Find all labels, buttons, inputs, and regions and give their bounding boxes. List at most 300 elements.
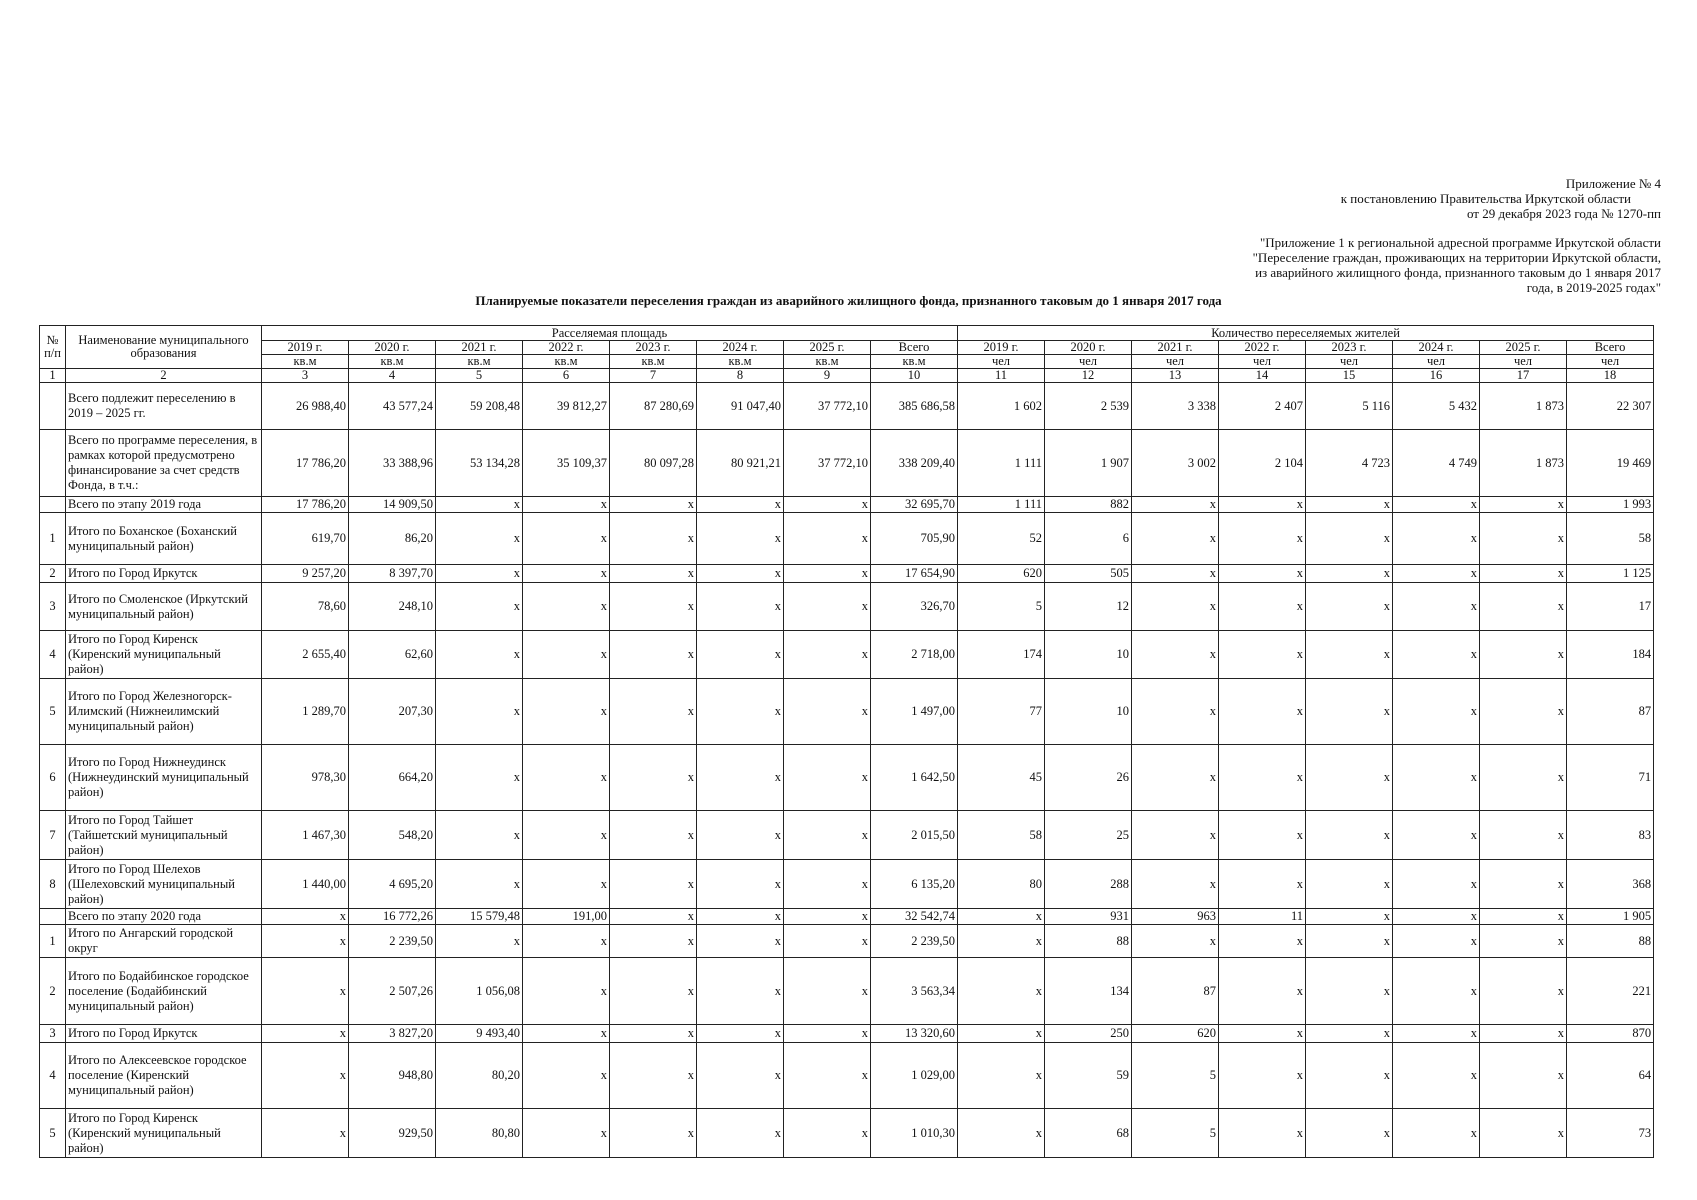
row-number-cell: 4	[40, 631, 66, 679]
header-people-year: 2024 г.	[1393, 341, 1480, 355]
value-cell: х	[523, 679, 610, 745]
row-number-cell: 6	[40, 745, 66, 811]
municipality-name-cell: Всего по этапу 2019 года	[66, 497, 262, 513]
value-cell: х	[1480, 811, 1567, 860]
header-area-year: 2023 г.	[610, 341, 697, 355]
document-title: Планируемые показатели переселения граждан из аварийного жилищного фонда, признанного таковым до 1 января 2017 года	[475, 293, 1222, 308]
value-cell: х	[523, 860, 610, 909]
value-cell: х	[697, 1043, 784, 1109]
value-cell: х	[1393, 1043, 1480, 1109]
header-row-years	[40, 341, 1654, 355]
header-people-unit: чел	[1480, 355, 1567, 369]
value-cell: х	[1132, 745, 1219, 811]
value-cell: 5	[1132, 1109, 1219, 1158]
value-cell: 88	[1567, 925, 1654, 958]
value-cell: 3 338	[1132, 383, 1219, 430]
table-row	[40, 860, 1654, 909]
table-row	[40, 1025, 1654, 1043]
value-cell: 191,00	[523, 909, 610, 925]
value-cell: х	[958, 1025, 1045, 1043]
value-cell: 25	[1045, 811, 1132, 860]
value-cell: х	[784, 860, 871, 909]
value-cell: 71	[1567, 745, 1654, 811]
value-cell: х	[784, 958, 871, 1025]
value-cell: х	[1132, 497, 1219, 513]
value-cell: х	[436, 631, 523, 679]
value-cell: х	[1219, 631, 1306, 679]
header-area-unit: кв.м	[523, 355, 610, 369]
table-row	[40, 631, 1654, 679]
value-cell: 5 432	[1393, 383, 1480, 430]
header-area-unit: кв.м	[784, 355, 871, 369]
table-row	[40, 811, 1654, 860]
value-cell: х	[1132, 811, 1219, 860]
value-cell: х	[1393, 745, 1480, 811]
appendix-line: Приложение № 4	[1565, 176, 1661, 191]
header-col-number: 7	[610, 369, 697, 383]
value-cell: 4 723	[1306, 430, 1393, 497]
value-cell: х	[1393, 958, 1480, 1025]
municipality-name-cell: Итого по Город Иркутск	[66, 1025, 262, 1043]
value-cell: х	[262, 909, 349, 925]
municipality-name-cell: Итого по Город Железногорск-Илимский (Нижнеилимский муниципальный район)	[66, 679, 262, 745]
header-col-number: 17	[1480, 369, 1567, 383]
value-cell: х	[436, 811, 523, 860]
value-cell: 80,20	[436, 1043, 523, 1109]
value-cell: х	[1219, 860, 1306, 909]
value-cell: х	[610, 679, 697, 745]
header-area-unit: кв.м	[262, 355, 349, 369]
value-cell: х	[697, 860, 784, 909]
header-people-year: 2019 г.	[958, 341, 1045, 355]
municipality-name-cell: Итого по Город Тайшет (Тайшетский муниципальный район)	[66, 811, 262, 860]
value-cell: 1 289,70	[262, 679, 349, 745]
header-col-number: 6	[523, 369, 610, 383]
municipality-name-cell: Всего по этапу 2020 года	[66, 909, 262, 925]
value-cell: 32 695,70	[871, 497, 958, 513]
value-cell: 931	[1045, 909, 1132, 925]
row-number-cell: 4	[40, 1043, 66, 1109]
value-cell: х	[1393, 1025, 1480, 1043]
value-cell: х	[1219, 925, 1306, 958]
value-cell: х	[523, 497, 610, 513]
value-cell: 87	[1132, 958, 1219, 1025]
value-cell: 338 209,40	[871, 430, 958, 497]
value-cell: х	[1132, 860, 1219, 909]
value-cell: х	[784, 1109, 871, 1158]
value-cell: 2 539	[1045, 383, 1132, 430]
value-cell: 37 772,10	[784, 430, 871, 497]
value-cell: х	[784, 497, 871, 513]
value-cell: х	[1480, 679, 1567, 745]
value-cell: х	[262, 1043, 349, 1109]
value-cell: х	[610, 909, 697, 925]
value-cell: х	[1480, 631, 1567, 679]
value-cell: 870	[1567, 1025, 1654, 1043]
appendix-line: от 29 декабря 2023 года № 1270-пп	[1466, 206, 1661, 221]
value-cell: х	[1480, 860, 1567, 909]
value-cell: 33 388,96	[349, 430, 436, 497]
value-cell: х	[610, 811, 697, 860]
value-cell: х	[262, 1109, 349, 1158]
value-cell: 10	[1045, 631, 1132, 679]
value-cell: х	[784, 1043, 871, 1109]
value-cell: х	[523, 745, 610, 811]
value-cell: х	[610, 513, 697, 565]
value-cell: х	[1132, 583, 1219, 631]
value-cell: 2 507,26	[349, 958, 436, 1025]
value-cell: 26 988,40	[262, 383, 349, 430]
value-cell: 26	[1045, 745, 1132, 811]
value-cell: 184	[1567, 631, 1654, 679]
value-cell: 3 002	[1132, 430, 1219, 497]
value-cell: 9 493,40	[436, 1025, 523, 1043]
header-col-number: 3	[262, 369, 349, 383]
header-no: № п/п	[40, 326, 66, 369]
value-cell: х	[1306, 631, 1393, 679]
value-cell: х	[784, 583, 871, 631]
value-cell: 22 307	[1567, 383, 1654, 430]
value-cell: 2 104	[1219, 430, 1306, 497]
header-people-unit: чел	[1132, 355, 1219, 369]
value-cell: 1 125	[1567, 565, 1654, 583]
value-cell: 929,50	[349, 1109, 436, 1158]
table-row	[40, 513, 1654, 565]
header-area-year: 2022 г.	[523, 341, 610, 355]
value-cell: 59	[1045, 1043, 1132, 1109]
value-cell: х	[697, 513, 784, 565]
value-cell: 35 109,37	[523, 430, 610, 497]
value-cell: 1 905	[1567, 909, 1654, 925]
header-col-number: 16	[1393, 369, 1480, 383]
value-cell: 4 749	[1393, 430, 1480, 497]
table-row	[40, 497, 1654, 513]
value-cell: 19 469	[1567, 430, 1654, 497]
value-cell: 8 397,70	[349, 565, 436, 583]
value-cell: х	[1480, 1043, 1567, 1109]
value-cell: х	[610, 925, 697, 958]
value-cell: х	[1393, 860, 1480, 909]
value-cell: х	[784, 909, 871, 925]
table-row	[40, 430, 1654, 497]
row-number-cell	[40, 383, 66, 430]
header-area-unit: кв.м	[436, 355, 523, 369]
value-cell: х	[262, 925, 349, 958]
municipality-name-cell: Всего подлежит переселению в 2019 – 2025 гг.	[66, 383, 262, 430]
value-cell: 11	[1219, 909, 1306, 925]
value-cell: 12	[1045, 583, 1132, 631]
value-cell: х	[1480, 925, 1567, 958]
value-cell: 88	[1045, 925, 1132, 958]
value-cell: х	[1306, 1043, 1393, 1109]
value-cell: х	[262, 1025, 349, 1043]
value-cell: 17 786,20	[262, 497, 349, 513]
value-cell: х	[1219, 565, 1306, 583]
value-cell: 1 642,50	[871, 745, 958, 811]
value-cell: 39 812,27	[523, 383, 610, 430]
value-cell: х	[523, 565, 610, 583]
value-cell: 882	[1045, 497, 1132, 513]
appendix-line: года, в 2019-2025 годах"	[1526, 280, 1661, 295]
value-cell: х	[697, 631, 784, 679]
table-row	[40, 583, 1654, 631]
value-cell: 59 208,48	[436, 383, 523, 430]
row-number-cell: 3	[40, 583, 66, 631]
value-cell: х	[1219, 1109, 1306, 1158]
value-cell: х	[697, 925, 784, 958]
header-people-year: 2023 г.	[1306, 341, 1393, 355]
table-row	[40, 745, 1654, 811]
value-cell: х	[697, 958, 784, 1025]
header-people-year: 2022 г.	[1219, 341, 1306, 355]
value-cell: 978,30	[262, 745, 349, 811]
value-cell: х	[697, 745, 784, 811]
value-cell: 2 718,00	[871, 631, 958, 679]
value-cell: х	[610, 1109, 697, 1158]
value-cell: 2 239,50	[349, 925, 436, 958]
value-cell: 620	[1132, 1025, 1219, 1043]
value-cell: 5 116	[1306, 383, 1393, 430]
value-cell: х	[523, 925, 610, 958]
value-cell: х	[1132, 925, 1219, 958]
municipality-name-cell: Итого по Бодайбинское городское поселение (Бодайбинский муниципальный район)	[66, 958, 262, 1025]
value-cell: 58	[958, 811, 1045, 860]
value-cell: х	[697, 583, 784, 631]
header-people-year: 2021 г.	[1132, 341, 1219, 355]
value-cell: 1 111	[958, 497, 1045, 513]
value-cell: х	[1219, 679, 1306, 745]
municipality-name-cell: Итого по Город Иркутск	[66, 565, 262, 583]
value-cell: х	[262, 958, 349, 1025]
value-cell: х	[1219, 1043, 1306, 1109]
value-cell: х	[523, 958, 610, 1025]
value-cell: х	[1219, 745, 1306, 811]
header-area-unit: кв.м	[610, 355, 697, 369]
table-row	[40, 565, 1654, 583]
value-cell: 6	[1045, 513, 1132, 565]
header-row-units	[40, 355, 1654, 369]
value-cell: 1 993	[1567, 497, 1654, 513]
value-cell: 288	[1045, 860, 1132, 909]
header-area-unit: кв.м	[871, 355, 958, 369]
value-cell: 77	[958, 679, 1045, 745]
municipality-name-cell: Итого по Город Нижнеудинск (Нижнеудинский муниципальный район)	[66, 745, 262, 811]
value-cell: 78,60	[262, 583, 349, 631]
value-cell: 134	[1045, 958, 1132, 1025]
value-cell: х	[436, 925, 523, 958]
header-col-number: 11	[958, 369, 1045, 383]
value-cell: х	[1306, 860, 1393, 909]
value-cell: х	[958, 958, 1045, 1025]
value-cell: х	[436, 745, 523, 811]
value-cell: х	[1480, 513, 1567, 565]
value-cell: х	[784, 745, 871, 811]
municipality-name-cell: Итого по Город Киренск (Киренский муниципальный район)	[66, 631, 262, 679]
value-cell: х	[436, 583, 523, 631]
header-people-year: 2020 г.	[1045, 341, 1132, 355]
value-cell: 1 873	[1480, 430, 1567, 497]
table-row	[40, 958, 1654, 1025]
value-cell: 2 407	[1219, 383, 1306, 430]
value-cell: х	[523, 1043, 610, 1109]
value-cell: х	[1132, 679, 1219, 745]
value-cell: 1 056,08	[436, 958, 523, 1025]
row-number-cell: 2	[40, 958, 66, 1025]
value-cell: х	[1132, 513, 1219, 565]
value-cell: 80 097,28	[610, 430, 697, 497]
value-cell: 13 320,60	[871, 1025, 958, 1043]
header-area-group: Расселяемая площадь	[262, 326, 958, 341]
value-cell: х	[1393, 925, 1480, 958]
value-cell: 17 654,90	[871, 565, 958, 583]
row-number-cell: 3	[40, 1025, 66, 1043]
header-people-year: 2025 г.	[1480, 341, 1567, 355]
row-number-cell: 2	[40, 565, 66, 583]
value-cell: х	[1132, 565, 1219, 583]
value-cell: х	[697, 1109, 784, 1158]
header-col-number: 13	[1132, 369, 1219, 383]
value-cell: х	[784, 1025, 871, 1043]
table-row	[40, 1043, 1654, 1109]
value-cell: х	[1306, 811, 1393, 860]
header-area-year: 2020 г.	[349, 341, 436, 355]
row-number-cell	[40, 909, 66, 925]
header-col-number: 18	[1567, 369, 1654, 383]
appendix-line: из аварийного жилищного фонда, признанного таковым до 1 января 2017	[1255, 265, 1661, 280]
header-col-number: 9	[784, 369, 871, 383]
row-number-cell: 1	[40, 925, 66, 958]
header-area-year: Всего	[871, 341, 958, 355]
value-cell: 83	[1567, 811, 1654, 860]
value-cell: 10	[1045, 679, 1132, 745]
value-cell: 2 015,50	[871, 811, 958, 860]
value-cell: х	[436, 513, 523, 565]
appendix-line: к постановлению Правительства Иркутской области	[1340, 191, 1631, 206]
value-cell: 17 786,20	[262, 430, 349, 497]
value-cell: х	[784, 811, 871, 860]
value-cell: 58	[1567, 513, 1654, 565]
value-cell: 45	[958, 745, 1045, 811]
value-cell: х	[784, 679, 871, 745]
header-col-number: 5	[436, 369, 523, 383]
header-area-year: 2025 г.	[784, 341, 871, 355]
appendix-heading	[1061, 176, 1661, 295]
municipality-name-cell: Итого по Боханское (Боханский муниципальный район)	[66, 513, 262, 565]
value-cell: х	[1132, 631, 1219, 679]
value-cell: х	[436, 679, 523, 745]
value-cell: х	[1306, 909, 1393, 925]
value-cell: х	[523, 583, 610, 631]
table-row	[40, 909, 1654, 925]
value-cell: 948,80	[349, 1043, 436, 1109]
value-cell: х	[784, 631, 871, 679]
value-cell: х	[697, 565, 784, 583]
value-cell: х	[1219, 958, 1306, 1025]
value-cell: 1 907	[1045, 430, 1132, 497]
value-cell: х	[1306, 679, 1393, 745]
value-cell: 5	[958, 583, 1045, 631]
header-col-number: 10	[871, 369, 958, 383]
value-cell: 1 602	[958, 383, 1045, 430]
header-people-group: Количество переселяемых жителей	[958, 326, 1654, 341]
value-cell: 1 497,00	[871, 679, 958, 745]
value-cell: х	[1480, 1109, 1567, 1158]
value-cell: х	[436, 565, 523, 583]
value-cell: 705,90	[871, 513, 958, 565]
value-cell: 64	[1567, 1043, 1654, 1109]
header-people-year: Всего	[1567, 341, 1654, 355]
value-cell: х	[610, 631, 697, 679]
value-cell: 9 257,20	[262, 565, 349, 583]
value-cell: х	[610, 860, 697, 909]
value-cell: х	[1306, 958, 1393, 1025]
value-cell: 2 655,40	[262, 631, 349, 679]
municipality-name-cell: Итого по Город Киренск (Киренский муниципальный район)	[66, 1109, 262, 1158]
value-cell: 3 827,20	[349, 1025, 436, 1043]
value-cell: 73	[1567, 1109, 1654, 1158]
header-col-number: 14	[1219, 369, 1306, 383]
value-cell: 2 239,50	[871, 925, 958, 958]
value-cell: 1 873	[1480, 383, 1567, 430]
table-row	[40, 679, 1654, 745]
value-cell: х	[1306, 745, 1393, 811]
value-cell: 80,80	[436, 1109, 523, 1158]
header-people-unit: чел	[1045, 355, 1132, 369]
value-cell: 1 440,00	[262, 860, 349, 909]
row-number-cell: 1	[40, 513, 66, 565]
header-row-col-numbers	[40, 369, 1654, 383]
value-cell: х	[1219, 513, 1306, 565]
value-cell: 37 772,10	[784, 383, 871, 430]
value-cell: х	[958, 1109, 1045, 1158]
value-cell: 62,60	[349, 631, 436, 679]
header-people-unit: чел	[1567, 355, 1654, 369]
value-cell: 80 921,21	[697, 430, 784, 497]
value-cell: х	[697, 909, 784, 925]
value-cell: 207,30	[349, 679, 436, 745]
value-cell: х	[1219, 497, 1306, 513]
value-cell: 14 909,50	[349, 497, 436, 513]
value-cell: х	[1393, 583, 1480, 631]
value-cell: х	[958, 925, 1045, 958]
value-cell: х	[610, 958, 697, 1025]
header-col-number: 2	[66, 369, 262, 383]
header-area-year: 2024 г.	[697, 341, 784, 355]
header-col-number: 1	[40, 369, 66, 383]
value-cell: 548,20	[349, 811, 436, 860]
value-cell: х	[610, 1025, 697, 1043]
header-area-unit: кв.м	[697, 355, 784, 369]
value-cell: 505	[1045, 565, 1132, 583]
value-cell: 86,20	[349, 513, 436, 565]
value-cell: 4 695,20	[349, 860, 436, 909]
value-cell: х	[1480, 958, 1567, 1025]
header-area-year: 2019 г.	[262, 341, 349, 355]
value-cell: 385 686,58	[871, 383, 958, 430]
value-cell: 1 029,00	[871, 1043, 958, 1109]
value-cell: х	[1306, 513, 1393, 565]
header-col-number: 8	[697, 369, 784, 383]
header-area-year: 2021 г.	[436, 341, 523, 355]
value-cell: х	[1393, 497, 1480, 513]
row-number-cell: 7	[40, 811, 66, 860]
header-name: Наименование муниципального образования	[66, 326, 262, 369]
value-cell: х	[784, 925, 871, 958]
row-number-cell: 8	[40, 860, 66, 909]
value-cell: х	[1219, 583, 1306, 631]
value-cell: х	[784, 513, 871, 565]
value-cell: 326,70	[871, 583, 958, 631]
